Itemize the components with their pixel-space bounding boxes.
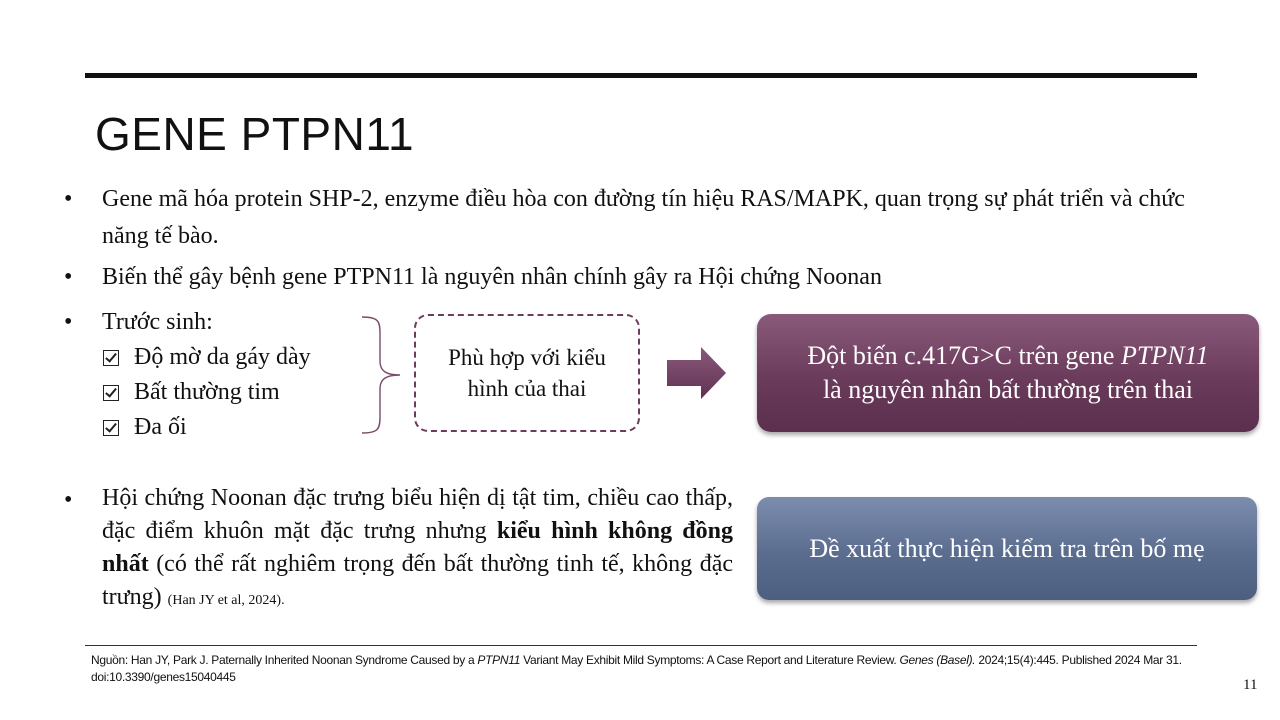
list-item <box>103 410 311 445</box>
text-after: (có thể rất nghiêm trọng đến bất thường tinh tế, không đặc trưng) <box>102 551 733 610</box>
checked-box-icon <box>103 385 119 401</box>
citation: (Han JY et al, 2024). <box>167 593 285 608</box>
bullet-text: Biến thể gây bệnh gene PTPN11 là nguyên nhân chính gây ra Hội chứng Noonan <box>102 264 882 290</box>
phenotype-match-box <box>414 314 640 432</box>
slide-title: GENE PTPN11 <box>95 108 415 160</box>
right-arrow-icon <box>667 347 727 399</box>
bullet-text <box>102 482 733 617</box>
finding-label: Đa ối <box>134 414 187 440</box>
bold-phrase: kiểu hình không đồng nhất <box>102 518 734 577</box>
text-before: Hội chứng Noonan đặc trưng biểu hiện dị tật tim, chiều cao thấp, đặc điểm khuôn mặt đặc trưng nhưng <box>102 485 733 544</box>
finding-label: Độ mờ da gáy dày <box>134 344 311 370</box>
source-reference <box>91 652 1221 686</box>
checked-box-icon <box>103 420 119 436</box>
prenatal-findings-list <box>103 340 311 445</box>
list-item <box>103 340 311 375</box>
bullet-dot: • <box>64 186 73 212</box>
top-divider <box>85 73 1197 78</box>
mutation-result-box <box>757 314 1259 432</box>
result-line2: là nguyên nhân bất thường trên thai <box>822 375 1194 404</box>
page-number: 11 <box>1243 677 1258 693</box>
finding-label: Bất thường tim <box>134 379 280 405</box>
bullet-dot: • <box>64 487 73 513</box>
gene-name: PTPN11 <box>1120 341 1209 370</box>
bottom-divider <box>85 645 1197 646</box>
parental-testing-text: Đề xuất thực hiện kiểm tra trên bố mẹ <box>809 533 1205 563</box>
source-gene: PTPN11 <box>477 653 521 667</box>
parental-testing-box <box>757 497 1257 600</box>
bullet-text: Gene mã hóa protein SHP-2, enzyme điều hòa con đường tín hiệu RAS/MAPK, quan trọng sự phát triển và chức năng tế bào. <box>102 186 1185 249</box>
bullet-dot: • <box>64 309 73 335</box>
source-part2: Variant May Exhibit Mild Symptoms: A Case Report and Literature Review. <box>520 653 900 667</box>
mutation-result-text <box>807 339 1208 407</box>
source-journal: Genes (Basel). <box>899 653 976 667</box>
phenotype-match-text: Phù hợp với kiểu hình của thai <box>448 345 606 401</box>
bullet-dot: • <box>64 264 73 290</box>
source-part1: Nguồn: Han JY, Park J. Paternally Inherited Noonan Syndrome Caused by a <box>91 653 478 667</box>
source-part3: 2024;15(4):445. Published 2024 Mar 31. doi:10.3390/genes15040445 <box>91 653 1182 684</box>
bullet-text: Trước sinh: <box>102 309 213 335</box>
right-curly-brace-icon <box>360 315 402 435</box>
list-item <box>103 375 311 410</box>
result-line1: Đột biến c.417G>C trên gene <box>807 341 1121 370</box>
checked-box-icon <box>103 350 119 366</box>
